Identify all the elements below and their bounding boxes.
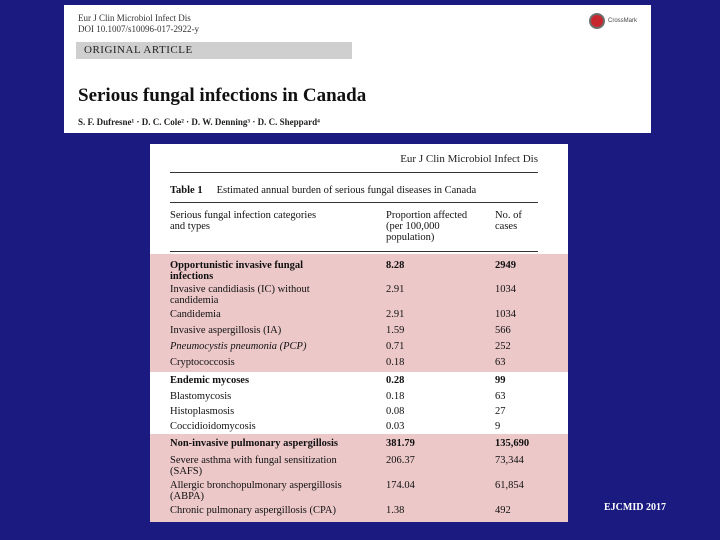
row-proportion: 8.28	[386, 260, 405, 271]
row-proportion: 0.08	[386, 406, 405, 417]
crossmark-badge[interactable]	[589, 13, 637, 29]
table-caption	[170, 185, 476, 196]
row-category: Coccidioidomycosis	[170, 421, 256, 432]
row-cases: 492	[495, 505, 511, 516]
table-row	[170, 325, 568, 337]
row-cases: 63	[495, 391, 506, 402]
row-category: Candidemia	[170, 309, 221, 320]
table-panel	[150, 144, 568, 522]
row-cases: 61,854	[495, 480, 524, 491]
journal-name: Eur J Clin Microbiol Infect Dis	[78, 13, 191, 23]
table-row	[170, 406, 568, 418]
row-category: Histoplasmosis	[170, 406, 235, 417]
table-row	[170, 375, 568, 387]
row-category: Cryptococcosis	[170, 357, 235, 368]
row-proportion: 2.91	[386, 309, 405, 320]
table-row	[170, 341, 568, 353]
row-category: Blastomycosis	[170, 391, 232, 402]
article-title: Serious fungal infections in Canada	[78, 85, 367, 106]
crossmark-label: CrossMark	[607, 18, 637, 24]
row-cases: 2949	[495, 260, 516, 271]
row-cases: 135,690	[495, 438, 530, 449]
doi: DOI 10.1007/s10096-017-2922-y	[78, 24, 199, 34]
row-category: Invasive aspergillosis (IA)	[170, 325, 282, 336]
table-row	[170, 357, 568, 369]
table-row	[170, 505, 568, 517]
row-cases: 63	[495, 357, 506, 368]
article-header	[64, 5, 651, 133]
row-proportion: 0.18	[386, 357, 405, 368]
table-row	[170, 480, 568, 502]
row-proportion: 206.37	[386, 455, 415, 466]
row-category: Chronic pulmonary aspergillosis (CPA)	[170, 505, 336, 516]
table-row	[170, 260, 568, 282]
row-category: Allergic bronchopulmonary aspergillosis (ABPA)	[170, 480, 342, 502]
row-category: Endemic mycoses	[170, 375, 250, 386]
row-cases: 73,344	[495, 455, 524, 466]
row-category: Invasive candidiasis (IC) without candidemia	[170, 284, 310, 306]
authors: S. F. Dufresne¹ · D. C. Cole² · D. W. Denning³ · D. C. Sheppard⁴	[78, 117, 320, 127]
row-cases: 27	[495, 406, 506, 417]
table-caption-text: Estimated annual burden of serious fungal diseases in Canada	[216, 185, 477, 196]
table-row	[170, 391, 568, 403]
table-row	[170, 421, 568, 433]
row-cases: 566	[495, 325, 511, 336]
table-journal-header: Eur J Clin Microbiol Infect Dis	[400, 153, 538, 165]
row-proportion: 0.18	[386, 391, 405, 402]
row-cases: 99	[495, 375, 506, 386]
table-row	[170, 309, 568, 321]
row-proportion: 1.38	[386, 505, 405, 516]
table-row	[170, 438, 568, 450]
row-proportion: 0.28	[386, 375, 405, 386]
column-header-category: Serious fungal infection categories and types	[170, 210, 317, 232]
row-proportion: 0.71	[386, 341, 405, 352]
row-cases: 1034	[495, 309, 516, 320]
table-label: Table 1	[170, 185, 203, 196]
column-header-proportion: Proportion affected (per 100,000 population)	[386, 210, 468, 243]
row-proportion: 2.91	[386, 284, 405, 295]
row-proportion: 174.04	[386, 480, 415, 491]
row-category: Non-invasive pulmonary aspergillosis	[170, 438, 339, 449]
row-proportion: 381.79	[386, 438, 415, 449]
row-proportion: 1.59	[386, 325, 405, 336]
column-header-cases: No. of cases	[495, 210, 522, 232]
row-category: Severe asthma with fungal sensitization (SAFS)	[170, 455, 337, 477]
caption-rule	[170, 202, 538, 203]
row-category: Opportunistic invasive fungal infections	[170, 260, 304, 282]
row-proportion: 0.03	[386, 421, 405, 432]
row-cases: 1034	[495, 284, 516, 295]
row-category: Pneumocystis pneumonia (PCP)	[170, 341, 307, 352]
row-cases: 252	[495, 341, 511, 352]
row-cases: 9	[495, 421, 501, 432]
top-rule	[170, 172, 538, 173]
article-type-bar	[76, 42, 352, 59]
table-row	[170, 455, 568, 477]
table-row	[170, 284, 568, 306]
header-rule	[170, 251, 538, 252]
crossmark-icon	[589, 13, 605, 29]
footer-credit: EJCMID 2017	[604, 502, 666, 513]
article-type: ORIGINAL ARTICLE	[84, 44, 193, 56]
